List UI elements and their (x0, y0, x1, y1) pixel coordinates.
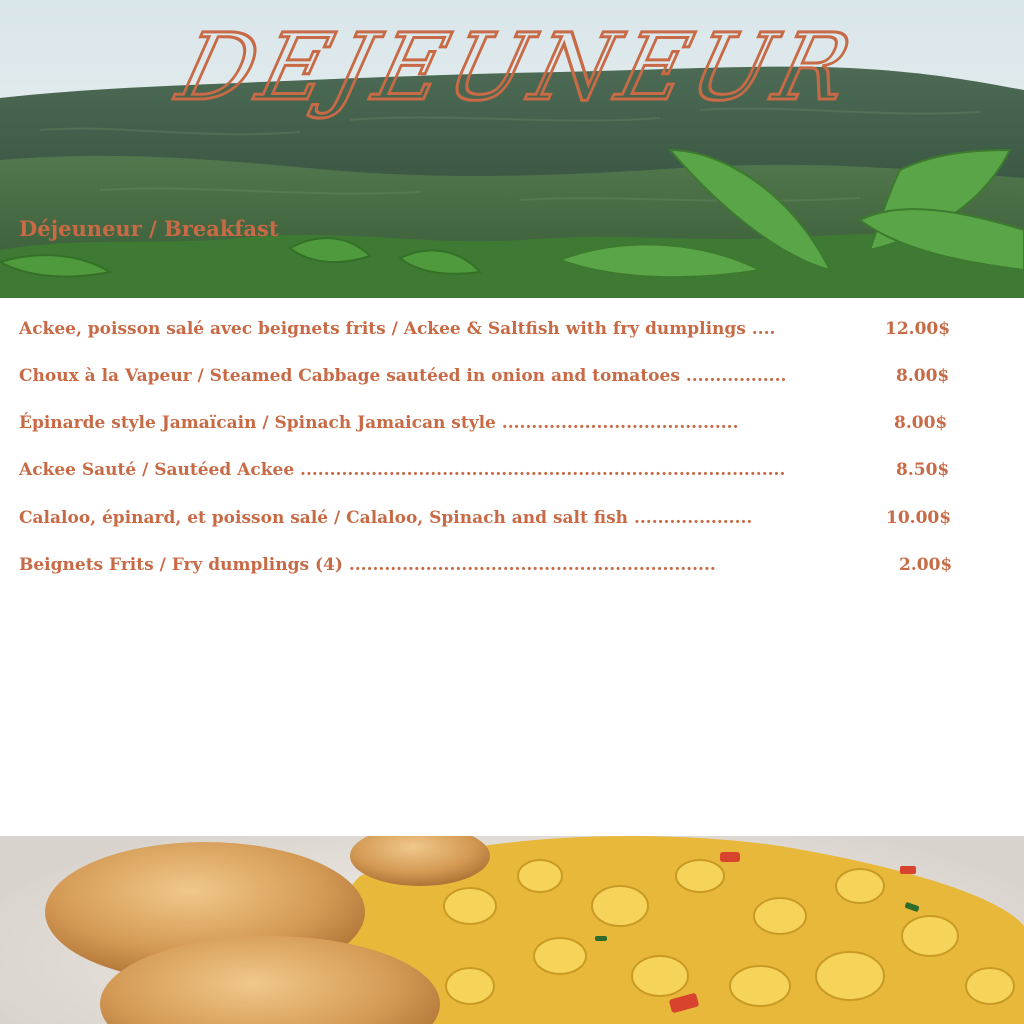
item-name: Épinarde style Jamaïcain / Spinach Jamaican style ........................................ (19, 413, 739, 433)
list-item (19, 408, 948, 438)
item-name: Beignets Frits / Fry dumplings (4) .............................................................. (19, 555, 716, 575)
list-item (19, 361, 950, 391)
item-price: 12.00$ (885, 319, 951, 339)
item-name: Calaloo, épinard, et poisson salé / Calaloo, Spinach and salt fish .................... (19, 508, 753, 528)
list-item (19, 550, 953, 580)
item-name: Choux à la Vapeur / Steamed Cabbage sautéed in onion and tomatoes ................. (19, 366, 787, 386)
section-heading: Déjeuneur / Breakfast (19, 216, 279, 241)
item-price: 8.00$ (896, 366, 950, 386)
list-item (19, 503, 952, 533)
list-item (19, 314, 951, 344)
item-name: Ackee Sauté / Sautéed Ackee .................................................................................. (19, 460, 786, 480)
header-banner (0, 0, 1024, 298)
item-price: 8.00$ (894, 413, 948, 433)
page-title: DEJEUNEUR (168, 14, 867, 121)
ackee-dumplings-image (0, 836, 1024, 1024)
item-price: 2.00$ (899, 555, 953, 575)
list-item (19, 455, 950, 485)
food-photo (0, 836, 1024, 1024)
item-price: 10.00$ (886, 508, 952, 528)
item-price: 8.50$ (896, 460, 950, 480)
item-name: Ackee, poisson salé avec beignets frits / Ackee & Saltfish with fry dumplings .... (19, 319, 776, 339)
